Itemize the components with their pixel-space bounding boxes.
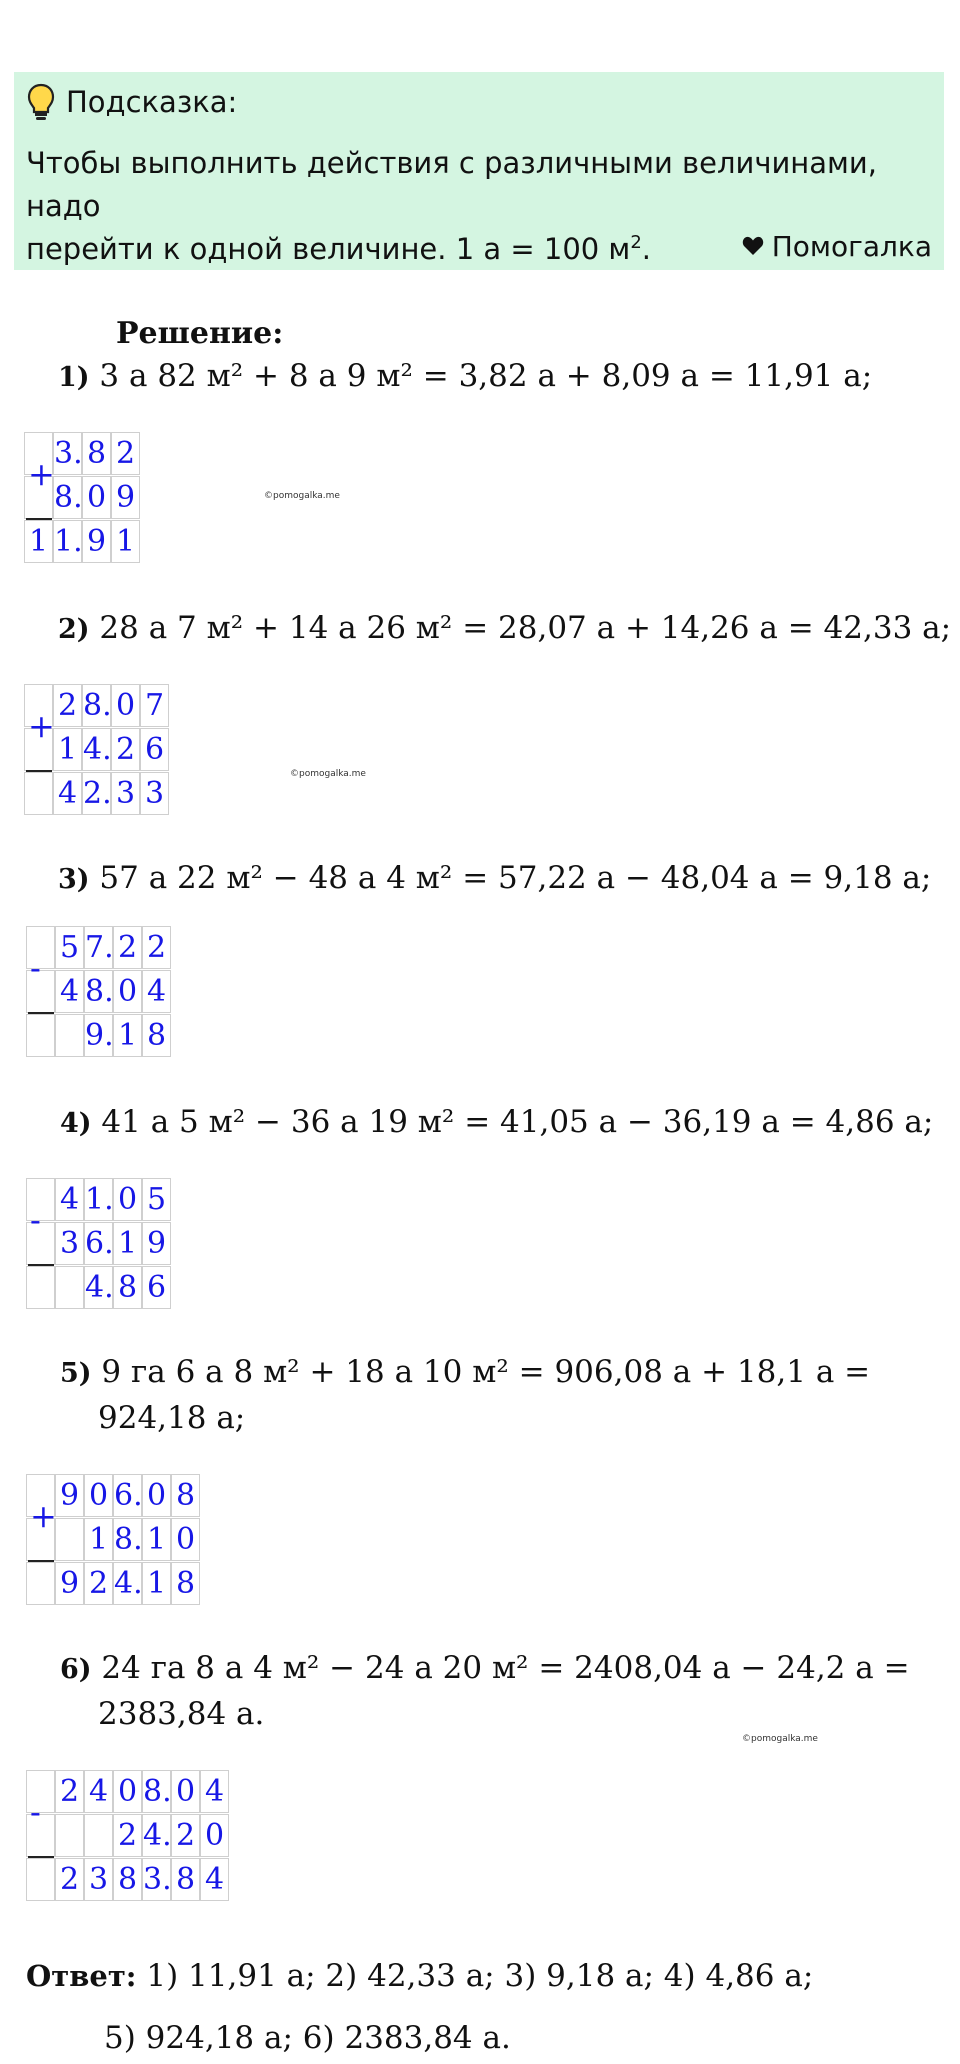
digit-cell: 4: [53, 772, 82, 815]
digit-cell: 3: [140, 772, 169, 815]
digit-cell: 4: [84, 1770, 113, 1813]
hint-text-line1: Чтобы выполнить действия с различными величинами, надо: [26, 146, 877, 223]
equation-1: 1) 3 а 82 м² + 8 а 9 м² = 3,82 а + 8,09 а = 11,91 а;: [58, 358, 873, 394]
digit-cell: 9: [82, 520, 111, 563]
equation-3: 3) 57 а 22 м² − 48 а 4 м² = 57,22 а − 48,04 а = 9,18 а;: [58, 860, 932, 896]
digit-cell: 0: [171, 1518, 200, 1561]
digit-cell: 1: [142, 1562, 171, 1605]
digit-cell: 6: [142, 1266, 171, 1309]
digit-cell: 0: [111, 684, 140, 727]
digit-cell: 6.: [113, 1474, 142, 1517]
digit-cell: 8.: [142, 1770, 171, 1813]
plus-sign: +: [28, 455, 55, 493]
minus-sign: -: [30, 1201, 41, 1239]
minus-sign: -: [30, 1793, 41, 1831]
digit-cell: 1.: [84, 1178, 113, 1221]
digit-cell: 2: [55, 1770, 84, 1813]
digit-cell: 0: [82, 476, 111, 519]
hint-title: Подсказка:: [66, 85, 238, 119]
digit-cell: 3.: [53, 432, 82, 475]
digit-cell: 2: [111, 728, 140, 771]
minus-sign: -: [30, 949, 41, 987]
result-line: [28, 1560, 54, 1562]
plus-sign: +: [30, 1497, 57, 1535]
watermark: ©pomogalka.me: [742, 1734, 818, 1744]
digit-cell: 8: [113, 1858, 142, 1901]
digit-cell: 9: [142, 1222, 171, 1265]
digit-cell: 4: [142, 970, 171, 1013]
digit-cell: 2: [111, 432, 140, 475]
equation-4: 4) 41 а 5 м² − 36 а 19 м² = 41,05 а − 36,19 а = 4,86 а;: [60, 1104, 934, 1140]
equation-6: 6) 24 га 8 а 4 м² − 24 а 20 м² = 2408,04 а − 24,2 а = 2383,84 а.: [60, 1650, 910, 1732]
heart-icon: [742, 236, 764, 256]
digit-cell: 8.: [82, 684, 111, 727]
digit-cell: 4: [200, 1858, 229, 1901]
digit-cell: 1: [113, 1222, 142, 1265]
digit-cell: 4.: [82, 728, 111, 771]
digit-cell: 0: [171, 1770, 200, 1813]
digit-cell: 6.: [84, 1222, 113, 1265]
plus-sign: +: [28, 707, 55, 745]
digit-cell: 6: [140, 728, 169, 771]
digit-cell: [55, 1266, 84, 1309]
hint-text-line2: перейти к одной величине. 1 а = 100 $м^2$.: [26, 232, 651, 266]
digit-cell: 0: [142, 1474, 171, 1517]
digit-cell: 0: [113, 1770, 142, 1813]
result-line: [28, 1856, 54, 1858]
digit-cell: 2.: [82, 772, 111, 815]
digit-cell: 9.: [84, 1014, 113, 1057]
digit-cell: 8: [113, 1266, 142, 1309]
digit-cell: 2: [84, 1562, 113, 1605]
digit-cell: 1: [53, 728, 82, 771]
digit-cell: 1: [84, 1518, 113, 1561]
digit-cell: 7.: [84, 926, 113, 969]
digit-cell: [55, 1814, 84, 1857]
result-line: [28, 1012, 54, 1014]
digit-cell: 5: [55, 926, 84, 969]
digit-cell: 5: [142, 1178, 171, 1221]
digit-cell: 4: [55, 1178, 84, 1221]
digit-cell: 3: [55, 1222, 84, 1265]
digit-cell: 1: [24, 520, 53, 563]
digit-cell: [55, 1014, 84, 1057]
digit-cell: 0: [84, 1474, 113, 1517]
digit-cell: 2: [113, 1814, 142, 1857]
digit-cell: 1: [113, 1014, 142, 1057]
digit-cell: 3: [111, 772, 140, 815]
digit-cell: 8.: [84, 970, 113, 1013]
digit-cell: 2: [171, 1814, 200, 1857]
brand-label: Помогалка: [742, 228, 932, 264]
digit-cell: [26, 1014, 55, 1057]
digit-cell: 2: [142, 926, 171, 969]
digit-cell: 8: [171, 1474, 200, 1517]
digit-cell: 8: [82, 432, 111, 475]
digit-cell: 3: [84, 1858, 113, 1901]
digit-cell: 9: [55, 1474, 84, 1517]
digit-cell: 2: [113, 926, 142, 969]
digit-cell: 3.: [142, 1858, 171, 1901]
answer-label: Ответ:: [26, 1959, 137, 1993]
digit-cell: 8.: [113, 1518, 142, 1561]
digit-cell: 8: [171, 1562, 200, 1605]
digit-cell: 9: [55, 1562, 84, 1605]
digit-cell: [26, 1266, 55, 1309]
hint-header: [26, 80, 237, 124]
digit-cell: 8: [142, 1014, 171, 1057]
digit-cell: [84, 1814, 113, 1857]
equation-5: 5) 9 га 6 а 8 м² + 18 а 10 м² = 906,08 а + 18,1 а = 924,18 а;: [60, 1354, 871, 1436]
digit-cell: 1.: [53, 520, 82, 563]
digit-cell: 0: [200, 1814, 229, 1857]
digit-cell: 7: [140, 684, 169, 727]
digit-cell: 4.: [84, 1266, 113, 1309]
digit-cell: 4: [200, 1770, 229, 1813]
digit-cell: 1: [142, 1518, 171, 1561]
solution-title: Решение:: [116, 316, 284, 351]
equation-2: 2) 28 а 7 м² + 14 а 26 м² = 28,07 а + 14,26 а = 42,33 а;: [58, 610, 952, 646]
digit-cell: 9: [111, 476, 140, 519]
digit-cell: 2: [55, 1858, 84, 1901]
result-line: [26, 770, 52, 772]
watermark: ©pomogalka.me: [264, 491, 340, 501]
result-line: [26, 518, 52, 520]
digit-cell: 4.: [142, 1814, 171, 1857]
digit-cell: 2: [53, 684, 82, 727]
digit-cell: 4: [55, 970, 84, 1013]
lightbulb-icon: [26, 82, 56, 122]
digit-cell: [55, 1518, 84, 1561]
digit-cell: 8: [171, 1858, 200, 1901]
digit-cell: [24, 772, 53, 815]
answer-line-1: Ответ: 1) 11,91 а; 2) 42,33 а; 3) 9,18 а; 4) 4,86 а;: [26, 1958, 814, 1994]
digit-cell: 0: [113, 1178, 142, 1221]
digit-cell: 1: [111, 520, 140, 563]
digit-cell: [26, 1562, 55, 1605]
digit-cell: 0: [113, 970, 142, 1013]
result-line: [28, 1264, 54, 1266]
watermark: ©pomogalka.me: [290, 769, 366, 779]
digit-cell: 4.: [113, 1562, 142, 1605]
digit-cell: 8.: [53, 476, 82, 519]
digit-cell: [26, 1858, 55, 1901]
answer-line-2: 5) 924,18 а; 6) 2383,84 а.: [104, 2020, 511, 2056]
hint-box: [14, 72, 944, 270]
